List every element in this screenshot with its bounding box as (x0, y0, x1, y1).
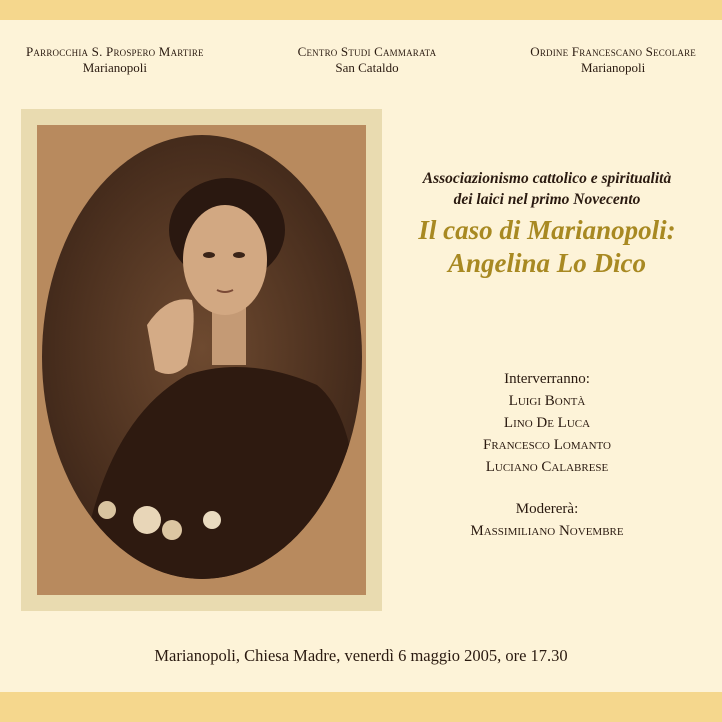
title-line-1: Il caso di Marianopoli: (418, 215, 676, 245)
event-title (392, 214, 702, 280)
speakers-label: Interverranno: (504, 371, 590, 387)
organizer-ordine-francescano (530, 44, 696, 76)
organizer-name: Centro Studi Cammarata (297, 44, 437, 59)
moderator-name: Massimiliano Novembre (470, 523, 624, 539)
event-title-block (392, 168, 702, 280)
organizer-centro-studi (298, 44, 437, 76)
moderator-label: Modererà: (515, 501, 579, 517)
event-subtitle (392, 168, 702, 210)
organizer-place: San Cataldo (335, 60, 399, 75)
speaker-name: Luigi Bontà (508, 393, 586, 409)
top-band (0, 0, 722, 20)
speaker-name: Francesco Lomanto (482, 437, 611, 453)
subtitle-line-2: dei laici nel primo Novecento (453, 191, 641, 208)
portrait-frame (21, 109, 382, 611)
subtitle-line-1: Associazionismo cattolico e spiritualità (422, 170, 672, 187)
speaker-name: Lino De Luca (503, 415, 591, 431)
speakers-block (392, 368, 702, 542)
organizer-name: Parrocchia S. Prospero Martire (26, 44, 204, 59)
title-line-2: Angelina Lo Dico (447, 248, 646, 278)
portrait-photo (37, 125, 366, 595)
portrait-image (37, 125, 366, 595)
organizer-place: Marianopoli (82, 60, 147, 75)
bottom-band (0, 692, 722, 722)
event-location-date: Marianopoli, Chiesa Madre, venerdì 6 maggio 2005, ore 17.30 (154, 646, 568, 665)
organizer-parrocchia (26, 44, 204, 76)
speaker-name: Luciano Calabrese (485, 459, 609, 475)
organizer-place: Marianopoli (580, 60, 646, 75)
organizer-name: Ordine Francescano Secolare (530, 44, 696, 59)
organizers-header (0, 44, 722, 76)
